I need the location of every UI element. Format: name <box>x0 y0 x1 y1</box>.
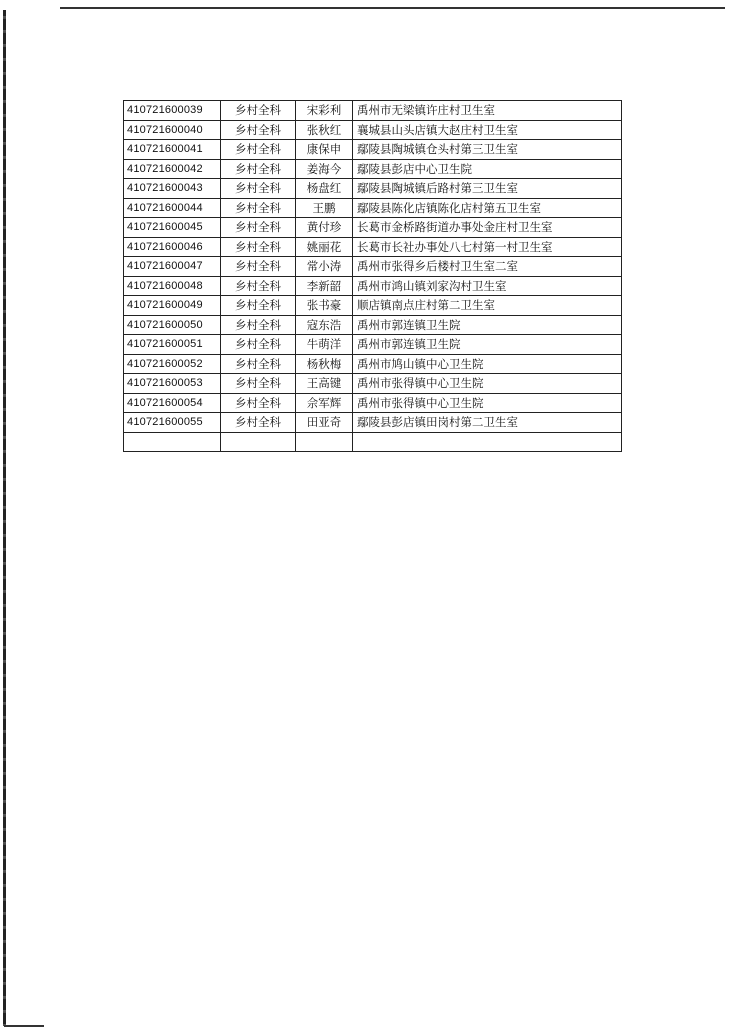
table-row <box>124 374 622 394</box>
institution-cell: 鄢陵县彭店中心卫生院 <box>353 159 622 179</box>
category-cell: 乡村全科 <box>221 179 296 199</box>
code-cell: 410721600043 <box>124 179 221 199</box>
name-cell: 常小涛 <box>296 257 353 277</box>
institution-cell: 顺店镇南点庄村第二卫生室 <box>353 296 622 316</box>
code-cell: 410721600051 <box>124 335 221 355</box>
code-cell: 410721600047 <box>124 257 221 277</box>
institution-cell: 禹州市张得乡后楼村卫生室二室 <box>353 257 622 277</box>
table-row <box>124 296 622 316</box>
category-cell: 乡村全科 <box>221 140 296 160</box>
name-cell: 张秋红 <box>296 120 353 140</box>
roster-table <box>123 100 622 452</box>
category-cell: 乡村全科 <box>221 257 296 277</box>
table-row <box>124 413 622 433</box>
category-cell: 乡村全科 <box>221 198 296 218</box>
code-cell: 410721600042 <box>124 159 221 179</box>
empty-cell <box>221 432 296 451</box>
institution-cell: 禹州市无梁镇许庄村卫生室 <box>353 101 622 121</box>
institution-cell: 鄢陵县彭店镇田岗村第二卫生室 <box>353 413 622 433</box>
table-row <box>124 276 622 296</box>
name-cell: 王鹏 <box>296 198 353 218</box>
institution-cell: 长葛市金桥路街道办事处金庄村卫生室 <box>353 218 622 238</box>
table-row <box>124 140 622 160</box>
name-cell: 王高键 <box>296 374 353 394</box>
table-row <box>124 354 622 374</box>
name-cell: 牛萌洋 <box>296 335 353 355</box>
scan-edge-left <box>3 10 6 1026</box>
code-cell: 410721600054 <box>124 393 221 413</box>
table-row <box>124 315 622 335</box>
name-cell: 寇东浩 <box>296 315 353 335</box>
institution-cell: 禹州市鸠山镇中心卫生院 <box>353 354 622 374</box>
table-row <box>124 159 622 179</box>
table-row <box>124 101 622 121</box>
table-row <box>124 257 622 277</box>
name-cell: 黄付珍 <box>296 218 353 238</box>
code-cell: 410721600040 <box>124 120 221 140</box>
name-cell: 姜海今 <box>296 159 353 179</box>
code-cell: 410721600045 <box>124 218 221 238</box>
institution-cell: 禹州市鸿山镇刘家沟村卫生室 <box>353 276 622 296</box>
name-cell: 杨盘红 <box>296 179 353 199</box>
table-row <box>124 120 622 140</box>
institution-cell: 鄢陵县陶城镇仓头村第三卫生室 <box>353 140 622 160</box>
name-cell: 田亚奇 <box>296 413 353 433</box>
institution-cell: 禹州市张得镇中心卫生院 <box>353 393 622 413</box>
institution-cell: 禹州市郭连镇卫生院 <box>353 315 622 335</box>
table-row <box>124 218 622 238</box>
name-cell: 姚丽花 <box>296 237 353 257</box>
empty-cell <box>124 432 221 451</box>
category-cell: 乡村全科 <box>221 120 296 140</box>
code-cell: 410721600039 <box>124 101 221 121</box>
empty-cell <box>353 432 622 451</box>
category-cell: 乡村全科 <box>221 413 296 433</box>
code-cell: 410721600052 <box>124 354 221 374</box>
code-cell: 410721600044 <box>124 198 221 218</box>
table-row <box>124 179 622 199</box>
category-cell: 乡村全科 <box>221 237 296 257</box>
table-row <box>124 198 622 218</box>
category-cell: 乡村全科 <box>221 354 296 374</box>
name-cell: 张书豪 <box>296 296 353 316</box>
code-cell: 410721600055 <box>124 413 221 433</box>
institution-cell: 鄢陵县陈化店镇陈化店村第五卫生室 <box>353 198 622 218</box>
category-cell: 乡村全科 <box>221 393 296 413</box>
category-cell: 乡村全科 <box>221 159 296 179</box>
name-cell: 杨秋梅 <box>296 354 353 374</box>
code-cell: 410721600046 <box>124 237 221 257</box>
category-cell: 乡村全科 <box>221 218 296 238</box>
table-row <box>124 393 622 413</box>
category-cell: 乡村全科 <box>221 315 296 335</box>
institution-cell: 长葛市长社办事处八七村第一村卫生室 <box>353 237 622 257</box>
name-cell: 宋彩利 <box>296 101 353 121</box>
category-cell: 乡村全科 <box>221 335 296 355</box>
code-cell: 410721600050 <box>124 315 221 335</box>
institution-cell: 襄城县山头店镇大赵庄村卫生室 <box>353 120 622 140</box>
scan-edge-top <box>60 7 725 9</box>
code-cell: 410721600049 <box>124 296 221 316</box>
code-cell: 410721600053 <box>124 374 221 394</box>
empty-cell <box>296 432 353 451</box>
code-cell: 410721600041 <box>124 140 221 160</box>
name-cell: 李新韶 <box>296 276 353 296</box>
institution-cell: 鄢陵县陶城镇后路村第三卫生室 <box>353 179 622 199</box>
institution-cell: 禹州市郭连镇卫生院 <box>353 335 622 355</box>
table-row <box>124 335 622 355</box>
table-row <box>124 237 622 257</box>
institution-cell: 禹州市张得镇中心卫生院 <box>353 374 622 394</box>
code-cell: 410721600048 <box>124 276 221 296</box>
name-cell: 康保申 <box>296 140 353 160</box>
category-cell: 乡村全科 <box>221 296 296 316</box>
category-cell: 乡村全科 <box>221 374 296 394</box>
empty-table-row <box>124 432 622 451</box>
category-cell: 乡村全科 <box>221 276 296 296</box>
scan-edge-bottom <box>4 1025 44 1027</box>
category-cell: 乡村全科 <box>221 101 296 121</box>
name-cell: 佘军辉 <box>296 393 353 413</box>
roster-table-body <box>124 101 622 452</box>
